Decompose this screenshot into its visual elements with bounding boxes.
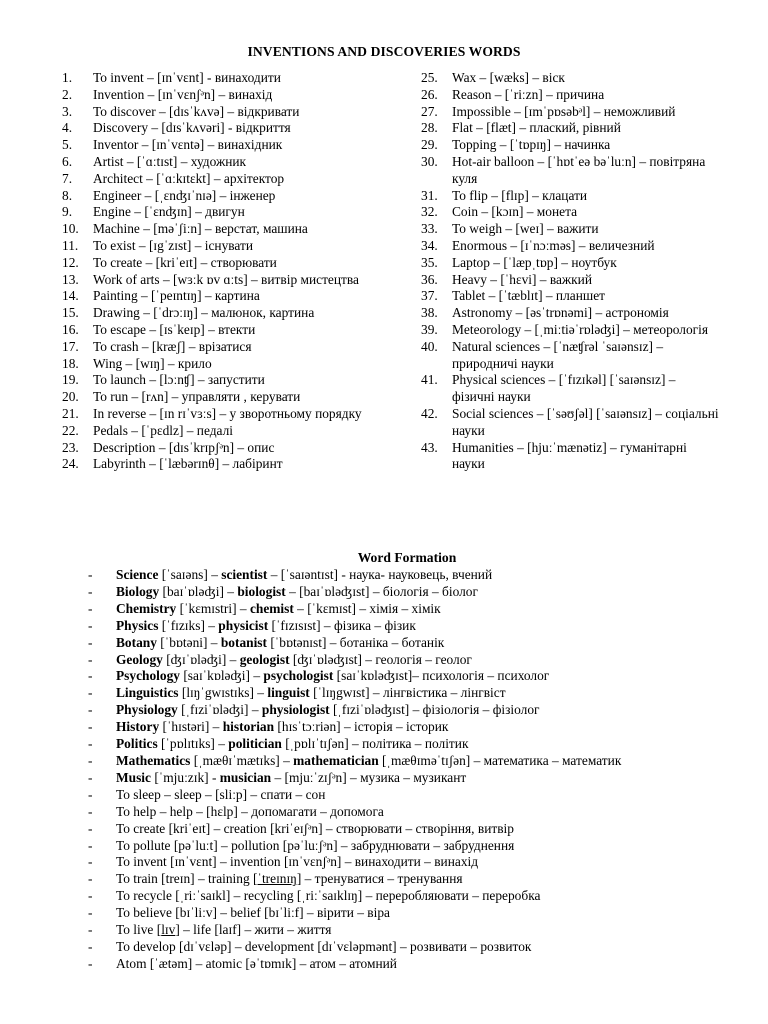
vocab-item	[421, 305, 721, 322]
vocab-entry: Labyrinth – [ˈlæbərɪnθ] – лабіринт	[93, 456, 283, 472]
vocab-number: 13.	[62, 271, 79, 287]
vocab-number: 6.	[62, 153, 73, 169]
word-formation-entry	[116, 804, 384, 821]
entry-text: ˈtreɪnɪŋ	[257, 871, 297, 887]
vocab-number: 7.	[62, 170, 73, 186]
word-formation-entry	[116, 618, 416, 635]
list-dash: -	[88, 583, 93, 599]
word-formation-item	[88, 702, 748, 719]
vocab-entry: To launch – [lɔːnʧ] – запустити	[93, 372, 265, 388]
word-formation-entry	[116, 652, 472, 669]
word-formation-entry	[116, 770, 466, 787]
vocab-number: 36.	[421, 271, 438, 287]
word-formation-entry	[116, 584, 478, 601]
word-formation-item	[88, 652, 748, 669]
list-dash: -	[88, 702, 93, 718]
vocab-number: 12.	[62, 254, 79, 270]
vocab-number: 28.	[421, 120, 438, 136]
vocab-entry: To invent – [ɪnˈvɛnt] - винаходити	[93, 70, 281, 85]
entry-text: [ˈfɪzɪks] –	[158, 617, 219, 633]
word-formation-item	[88, 668, 748, 685]
word-formation-item	[88, 854, 748, 871]
entry-text: To sleep – sleep – [sliːp] – спати – сон	[116, 786, 326, 802]
vocab-item	[62, 171, 407, 188]
vocab-entry: Invention – [ɪnˈvɛnʃᵊn] – винахід	[93, 86, 273, 102]
key-term: Geology	[116, 651, 163, 667]
list-dash: -	[88, 820, 93, 836]
word-formation-entry	[116, 854, 478, 871]
word-formation-entry	[116, 871, 463, 888]
key-term: botanist	[220, 634, 267, 650]
entry-text: [ˌpɒlɪˈtɪʃən] – політика – політик	[281, 736, 469, 752]
vocab-number: 23.	[62, 439, 79, 455]
vocab-item	[62, 372, 407, 389]
vocab-number: 21.	[62, 405, 79, 421]
vocab-number: 32.	[421, 204, 438, 220]
list-dash: -	[88, 752, 93, 768]
word-formation-item	[88, 584, 748, 601]
entry-text: ] – life [laɪf] – жити – життя	[175, 922, 332, 938]
word-formation-item	[88, 770, 748, 787]
page-title: INVENTIONS AND DISCOVERIES WORDS	[247, 44, 521, 59]
vocab-item	[62, 288, 407, 305]
list-dash: -	[88, 786, 93, 802]
word-formation-item	[88, 821, 748, 838]
word-formation-entry	[116, 905, 390, 922]
entry-text: To train [treɪn] – training [	[116, 871, 258, 887]
vocab-number: 39.	[421, 321, 438, 337]
key-term: geologist	[239, 651, 290, 667]
word-formation-entry	[116, 567, 492, 584]
vocab-entry: In reverse – [ɪn rɪˈvɜːs] – у зворотньому порядку	[93, 405, 362, 421]
entry-text: [saɪˈkɒləʤi] –	[179, 668, 264, 684]
vocab-entry: Engine – [ˈɛnʤɪn] – двигун	[93, 204, 245, 220]
vocab-entry: Enormous – [ɪˈnɔːməs] – величезний	[452, 237, 655, 253]
vocab-item	[62, 238, 407, 255]
word-formation-item	[88, 567, 748, 584]
key-term: Psychology	[116, 668, 180, 684]
vocab-entry: Astronomy – [əsˈtrɒnəmi] – астрономія	[452, 305, 669, 321]
key-term: Mathematics	[116, 752, 191, 768]
entry-text: To invent [ɪnˈvɛnt] – invention [ɪnˈvɛnʃᵊn] – винаходити – винахід	[116, 854, 479, 870]
vocab-entry: To create – [kriˈeɪt] – створювати	[93, 254, 277, 270]
list-dash: -	[88, 617, 93, 633]
vocab-item	[62, 70, 407, 87]
vocab-item	[62, 137, 407, 154]
vocab-entry: Humanities – [hjuːˈmænətiz] – гуманітарні науки	[452, 439, 687, 472]
vocab-item	[421, 255, 721, 272]
word-formation-entry	[116, 668, 549, 685]
entry-text: – [mjuːˈzɪʃᵊn] – музика – музикант	[271, 769, 467, 785]
vocab-number: 8.	[62, 187, 73, 203]
vocab-entry: Physical sciences – [ˈfɪzɪkəl] [ˈsaɪənsɪz] – фізичні науки	[452, 372, 676, 405]
vocab-item	[62, 104, 407, 121]
vocab-number: 20.	[62, 389, 79, 405]
word-formation-item	[88, 787, 748, 804]
vocab-number: 40.	[421, 338, 438, 354]
key-term: politician	[228, 736, 282, 752]
vocab-entry: Impossible – [ɪmˈpɒsəbᵊl] – неможливий	[452, 103, 676, 119]
word-formation-entry	[116, 888, 540, 905]
vocab-entry: Hot-air balloon – [ˈhɒtˈeə bəˈluːn] – повітряна куля	[452, 153, 706, 186]
list-dash: -	[88, 567, 93, 582]
word-formation-entry	[116, 736, 468, 753]
list-dash: -	[88, 668, 93, 684]
entry-text: [ˈmjuːzɪk] -	[150, 769, 220, 785]
entry-text: To help – help – [hɛlp] – допомагати – допомога	[116, 803, 384, 819]
vocab-number: 41.	[421, 372, 438, 388]
list-dash: -	[88, 685, 93, 701]
entry-text: [ˈfɪzɪsɪst] – фізика – фізик	[268, 617, 416, 633]
word-formation-item	[88, 956, 748, 973]
word-formation-item	[88, 922, 748, 939]
vocab-item	[62, 188, 407, 205]
vocab-number: 16.	[62, 321, 79, 337]
vocab-item	[421, 322, 721, 339]
word-formation-entry	[116, 702, 540, 719]
entry-text: [ˌfɪziˈɒləʤi] –	[177, 702, 262, 718]
vocab-entry: To exist – [ɪgˈzɪst] – існувати	[93, 237, 254, 253]
word-formation-item	[88, 685, 748, 702]
word-formation-item	[88, 804, 748, 821]
list-dash: -	[88, 600, 93, 616]
vocab-number: 26.	[421, 86, 438, 102]
word-formation-entry	[116, 821, 514, 838]
word-formation-entry	[116, 685, 506, 702]
entry-text: To create [kriˈeɪt] – creation [kriˈeɪʃᵊn] – створювати – створіння, витвір	[116, 820, 514, 836]
entry-text: To develop [dɪˈvɛləp] – development [dɪˈvɛləpmənt] – розвивати – розвиток	[116, 938, 532, 954]
entry-text: To believe [bɪˈliːv] – belief [bɪˈliːf] – вірити – віра	[116, 905, 390, 921]
word-formation-title: Word Formation	[357, 550, 457, 565]
vocab-entry: Reason – [ˈriːzn] – причина	[452, 86, 605, 102]
vocab-entry: Discovery – [dɪsˈkʌvəri] - відкриття	[93, 120, 291, 136]
entry-text: [hɪsˈtɔːriən] – історія – історик	[274, 719, 449, 735]
vocab-item	[421, 154, 721, 188]
vocab-entry: Natural sciences – [ˈnæʧrəl ˈsaɪənsɪz] – природничі науки	[452, 338, 664, 371]
vocab-entry: Pedals – [ˈpɛdlz] – педалі	[93, 422, 234, 438]
vocab-item	[421, 120, 721, 137]
vocab-number: 37.	[421, 288, 438, 304]
word-formation-item	[88, 635, 748, 652]
key-term: psychologist	[263, 668, 334, 684]
key-term: History	[116, 719, 160, 735]
list-dash: -	[88, 871, 93, 887]
entry-text: [ˈhɪstəri] –	[159, 719, 223, 735]
entry-text: [ˈkɛmɪstri] –	[176, 600, 250, 616]
entry-text: [ˌmæθɪməˈtɪʃən] – математика – математик	[378, 752, 622, 768]
key-term: Science	[116, 567, 159, 582]
key-term: historian	[222, 719, 275, 735]
vocab-item	[421, 238, 721, 255]
word-formation-item	[88, 719, 748, 736]
list-dash: -	[88, 922, 93, 938]
vocab-entry: Work of arts – [wɜːk ɒv ɑːts] – витвір мистецтва	[93, 271, 359, 287]
list-dash: -	[88, 938, 93, 954]
key-term: biologist	[237, 583, 286, 599]
vocab-number: 11.	[62, 237, 79, 253]
word-formation-entry	[116, 719, 448, 736]
vocab-item	[62, 87, 407, 104]
vocab-item	[62, 305, 407, 322]
word-formation-item	[88, 838, 748, 855]
word-formation-entry	[116, 838, 514, 855]
list-dash: -	[88, 634, 93, 650]
vocab-number: 34.	[421, 237, 438, 253]
vocab-entry: Wing – [wɪŋ] – крило	[93, 355, 212, 371]
word-formation-item	[88, 618, 748, 635]
entry-text: [ˈbɒtəni] –	[156, 634, 221, 650]
vocab-item	[62, 440, 407, 457]
vocab-number: 30.	[421, 153, 438, 169]
vocab-number: 33.	[421, 221, 438, 237]
vocab-entry: Machine – [məˈʃiːn] – верстат, машина	[93, 221, 308, 237]
vocab-number: 17.	[62, 338, 79, 354]
list-dash: -	[88, 651, 93, 667]
key-term: Music	[116, 769, 151, 785]
key-term: mathematician	[293, 752, 379, 768]
vocab-number: 3.	[62, 103, 73, 119]
entry-text: – [baɪˈɒləʤɪst] – біологія – біолог	[285, 583, 478, 599]
vocab-number: 24.	[62, 456, 79, 472]
word-formation-entry	[116, 956, 397, 973]
entry-text: [ˈbɒtənɪst] – ботаніка – ботанік	[266, 634, 445, 650]
vocab-entry: Wax – [wæks] – віск	[452, 70, 565, 85]
entry-text: [lɪŋˈgwɪstɪks] –	[178, 685, 268, 701]
key-term: Chemistry	[116, 600, 177, 616]
key-term: chemist	[249, 600, 294, 616]
vocab-number: 2.	[62, 86, 73, 102]
entry-text: [ʤɪˈɒləʤi] –	[162, 651, 240, 667]
vocab-number: 1.	[62, 70, 73, 85]
vocab-entry: To weigh – [weɪ] – важити	[452, 221, 599, 237]
vocab-number: 38.	[421, 305, 438, 321]
vocab-number: 29.	[421, 137, 438, 153]
vocab-item	[421, 339, 721, 373]
word-formation-entry	[116, 787, 325, 804]
vocab-number: 5.	[62, 137, 73, 153]
vocab-list-left	[62, 70, 407, 473]
vocab-number: 10.	[62, 221, 79, 237]
vocab-item	[62, 120, 407, 137]
key-term: Biology	[116, 583, 160, 599]
vocab-item	[62, 389, 407, 406]
key-term: physicist	[218, 617, 269, 633]
entry-text: [saɪˈkɒləʤɪst]– психологія – психолог	[333, 668, 550, 684]
entry-text: – [ˈsaɪəntɪst] - наука- науковець, вчений	[267, 567, 493, 582]
key-term: linguist	[267, 685, 310, 701]
entry-text: To recycle [ˌriːˈsaɪkl] – recycling [ˌriːˈsaɪklɪŋ] – переробляювати – переробка	[116, 888, 541, 904]
key-term: Botany	[116, 634, 157, 650]
entry-text: [ˌfɪziˈɒləʤɪst] – фізіологія – фізіолог	[329, 702, 540, 718]
vocab-number: 4.	[62, 120, 73, 136]
word-formation-entry	[116, 753, 621, 770]
entry-text: ] – тренуватися – тренування	[296, 871, 463, 887]
vocab-number: 14.	[62, 288, 79, 304]
word-formation-list	[88, 567, 748, 973]
list-dash: -	[88, 769, 93, 785]
word-formation-item	[88, 871, 748, 888]
word-formation-item	[88, 939, 748, 956]
entry-text: [ʤɪˈɒləʤɪst] – геологія – геолог	[289, 651, 472, 667]
vocab-number: 19.	[62, 372, 79, 388]
vocab-item	[62, 456, 407, 473]
word-formation-item	[88, 888, 748, 905]
word-formation-entry	[116, 922, 331, 939]
vocab-entry: Coin – [kɔɪn] – монета	[452, 204, 578, 220]
vocab-item	[421, 87, 721, 104]
word-formation-entry	[116, 939, 531, 956]
vocab-entry: Social sciences – [ˈsəʊʃəl] [ˈsaɪənsɪz] – соціальні науки	[452, 405, 719, 438]
vocab-number: 15.	[62, 305, 79, 321]
vocab-number: 25.	[421, 70, 438, 85]
word-formation-item	[88, 753, 748, 770]
vocab-entry: To discover – [dɪsˈkʌvə] – відкривати	[93, 103, 300, 119]
word-formation-entry	[116, 635, 444, 652]
list-dash: -	[88, 854, 93, 870]
vocab-item	[421, 272, 721, 289]
vocab-entry: Flat – [flæt] – плаский, рівний	[452, 120, 621, 136]
vocab-entry: Meteorology – [ˌmiːtiəˈrɒləʤi] – метеорологія	[452, 321, 709, 337]
vocab-item	[62, 154, 407, 171]
vocab-item	[62, 221, 407, 238]
vocab-entry: Tablet – [ˈtæblɪt] – планшет	[452, 288, 605, 304]
vocab-entry: Engineer – [ˌɛnʤɪˈnɪə] – інженер	[93, 187, 276, 203]
list-dash: -	[88, 955, 93, 971]
word-formation-entry	[116, 601, 441, 618]
vocab-item	[421, 221, 721, 238]
vocab-item	[421, 440, 721, 474]
vocab-number: 27.	[421, 103, 438, 119]
vocab-entry: Architect – [ˈɑːkɪtɛkt] – архітектор	[93, 170, 285, 186]
vocab-item	[62, 255, 407, 272]
key-term: musician	[219, 769, 272, 785]
vocab-item	[421, 372, 721, 406]
key-term: scientist	[221, 567, 268, 582]
vocab-item	[62, 272, 407, 289]
vocab-number: 42.	[421, 405, 438, 421]
vocab-item	[421, 204, 721, 221]
vocab-item	[62, 406, 407, 423]
vocab-entry: To escape – [ɪsˈkeɪp] – втекти	[93, 321, 256, 337]
vocab-entry: Artist – [ˈɑːtɪst] – художник	[93, 153, 247, 169]
entry-text: Atom [ˈætəm] – atomic [əˈtɒmɪk] – атом – атомний	[116, 955, 397, 971]
list-dash: -	[88, 905, 93, 921]
vocab-item	[421, 188, 721, 205]
vocab-item	[62, 339, 407, 356]
entry-text: lɪv	[161, 922, 176, 938]
list-dash: -	[88, 736, 93, 752]
vocab-item	[421, 137, 721, 154]
vocab-entry: To flip – [flɪp] – клацати	[452, 187, 588, 203]
vocab-number: 9.	[62, 204, 73, 220]
key-term: Physiology	[116, 702, 178, 718]
vocab-item	[62, 423, 407, 440]
key-term: Politics	[116, 736, 158, 752]
vocab-item	[421, 406, 721, 440]
key-term: physiologist	[261, 702, 330, 718]
entry-text: [ˌmæθɪˈmætɪks] –	[190, 752, 294, 768]
vocab-number: 31.	[421, 187, 438, 203]
vocab-number: 43.	[421, 439, 438, 455]
vocab-item	[62, 322, 407, 339]
key-term: Linguistics	[116, 685, 179, 701]
vocab-item	[62, 204, 407, 221]
word-formation-item	[88, 736, 748, 753]
vocab-entry: Topping – [ˈtɒpɪŋ] – начинка	[452, 137, 611, 153]
list-dash: -	[88, 888, 93, 904]
vocab-entry: Description – [dɪsˈkrɪpʃᵊn] – опис	[93, 439, 275, 455]
entry-text: To live [	[116, 922, 162, 938]
vocab-entry: Painting – [ˈpeɪntɪŋ] – картина	[93, 288, 260, 304]
list-dash: -	[88, 719, 93, 735]
vocab-entry: Laptop – [ˈlæpˌtɒp] – ноутбук	[452, 254, 617, 270]
vocab-number: 18.	[62, 355, 79, 371]
entry-text: [ˈsaɪəns] –	[158, 567, 222, 582]
vocab-item	[421, 70, 721, 87]
list-dash: -	[88, 803, 93, 819]
vocab-number: 35.	[421, 254, 438, 270]
vocab-entry: Inventor – [ɪnˈvɛntə] – винахідник	[93, 137, 283, 153]
vocab-item	[421, 104, 721, 121]
list-dash: -	[88, 837, 93, 853]
vocab-list-right	[421, 70, 721, 473]
vocab-entry: Heavy – [ˈhɛvi] – важкий	[452, 271, 593, 287]
entry-text: [ˈlɪŋgwɪst] – лінгвістика – лінгвіст	[309, 685, 506, 701]
vocab-item	[421, 288, 721, 305]
key-term: Physics	[116, 617, 159, 633]
entry-text: To pollute [pəˈluːt] – pollution [pəˈluːʃᵊn] – забруднювати – забруднення	[116, 837, 515, 853]
vocab-number: 22.	[62, 422, 79, 438]
vocab-entry: To crash – [kræʃ] – врізатися	[93, 338, 252, 354]
entry-text: – [ˈkɛmɪst] – хімія – хімік	[293, 600, 441, 616]
entry-text: [ˈpɒlɪtɪks] –	[157, 736, 229, 752]
word-formation-item	[88, 601, 748, 618]
word-formation-item	[88, 905, 748, 922]
vocab-entry: To run – [rʌn] – управляти , керувати	[93, 389, 301, 405]
entry-text: [baɪˈɒləʤi] –	[159, 583, 238, 599]
vocab-entry: Drawing – [ˈdrɔːɪŋ] – малюнок, картина	[93, 305, 315, 321]
vocab-item	[62, 356, 407, 373]
